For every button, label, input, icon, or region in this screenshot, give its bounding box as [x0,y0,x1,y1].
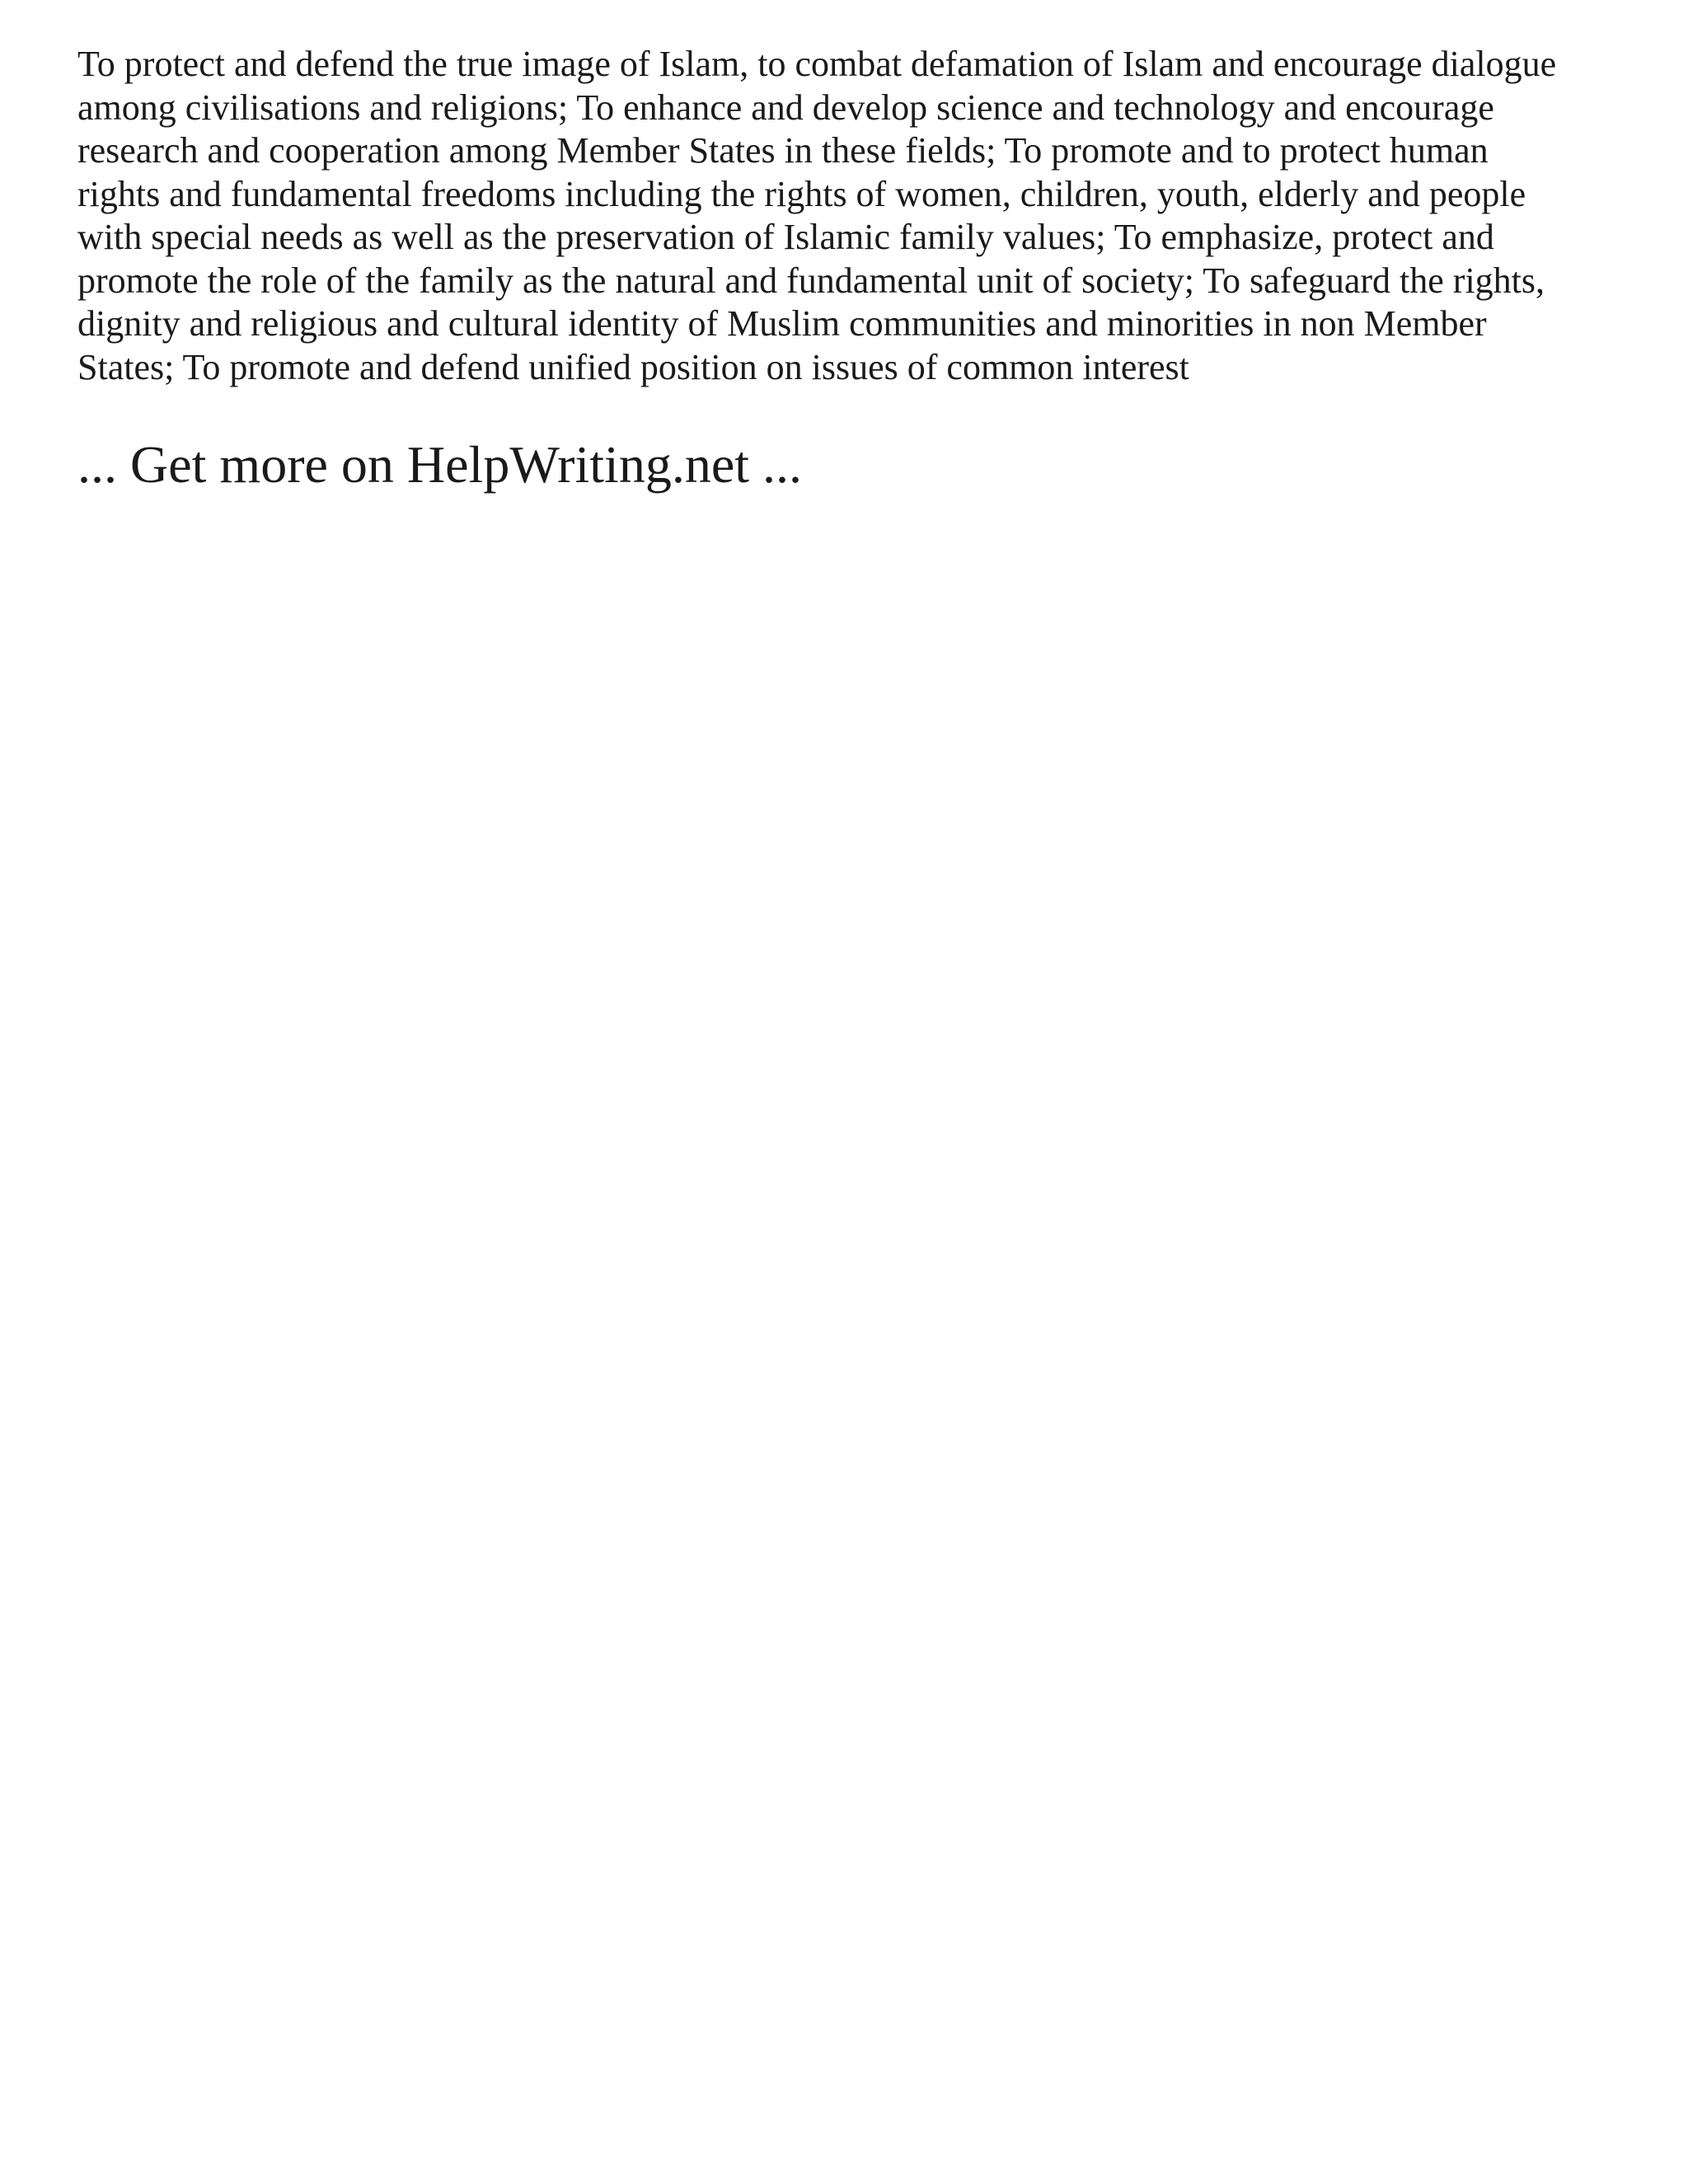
get-more-link[interactable]: ... Get more on HelpWriting.net ... [77,435,802,494]
paragraph-line: To protect and defend the true image of Islam, to combat defamation of Islam and encourage dialogue [77,44,1557,84]
paragraph-line: among civilisations and religions; To enhance and develop science and technology and encourage [77,87,1494,128]
body-paragraph [77,43,1627,389]
paragraph-line: with special needs as well as the preservation of Islamic family values; To emphasize, protect and [77,217,1494,257]
paragraph-line: dignity and religious and cultural identity of Muslim communities and minorities in non Member [77,303,1487,344]
paragraph-line: promote the role of the family as the natural and fundamental unit of society; To safeguard the rights, [77,260,1545,301]
paragraph-line: research and cooperation among Member States in these fields; To promote and to protect human [77,130,1489,171]
paragraph-line: States; To promote and defend unified position on issues of common interest [77,346,1189,387]
paragraph-line: rights and fundamental freedoms including the rights of women, children, youth, elderly and people [77,173,1526,214]
